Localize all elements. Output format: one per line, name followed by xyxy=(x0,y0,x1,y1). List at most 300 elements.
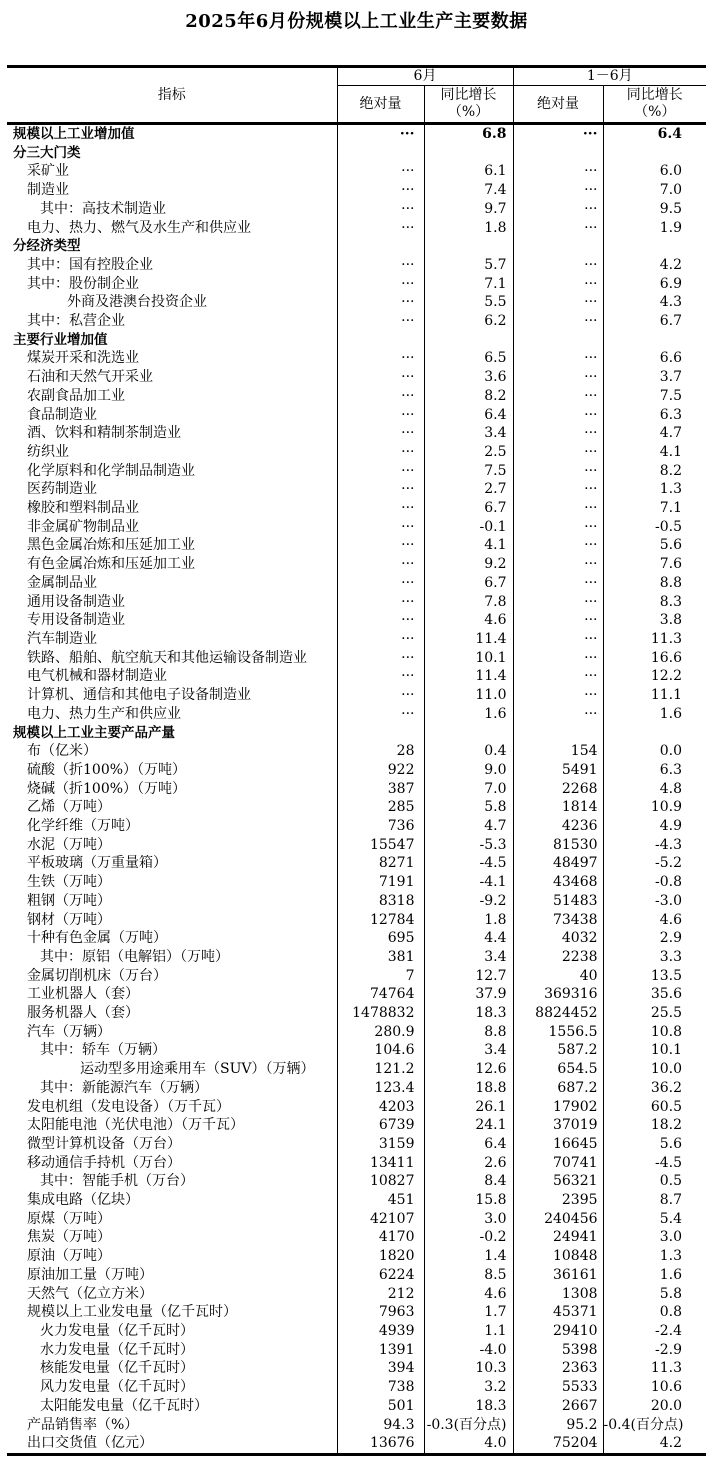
row-label: 黑色金属冶炼和压延加工业 xyxy=(27,537,195,554)
cell-value: 8824452 xyxy=(513,1004,603,1023)
cell-value: -0.5 xyxy=(603,518,706,537)
table-row xyxy=(7,780,706,799)
cell-value: ··· xyxy=(513,162,603,181)
cell-value: 7.6 xyxy=(603,555,706,574)
cell-value: ··· xyxy=(513,424,603,443)
cell-value: 60.5 xyxy=(603,1098,706,1117)
cell-value: -0.3(百分点) xyxy=(424,1416,513,1435)
cell-value: 24941 xyxy=(513,1228,603,1247)
table-row xyxy=(7,1116,706,1135)
cell-value: 37.9 xyxy=(424,985,513,1004)
table-row xyxy=(7,387,706,406)
cell-value: 1.3 xyxy=(603,1247,706,1266)
row-label: 橡胶和塑料制品业 xyxy=(27,500,139,517)
cell-value: 5491 xyxy=(513,761,603,780)
row-label: 水力发电量（亿千瓦时） xyxy=(40,1341,194,1358)
cell-value: 9.2 xyxy=(424,555,513,574)
cell-value: 5.6 xyxy=(603,1135,706,1154)
cell-value: 8.8 xyxy=(424,1023,513,1042)
cell-value: ··· xyxy=(513,649,603,668)
row-label: 规模以上工业增加值 xyxy=(13,126,135,142)
cell-value: 7.4 xyxy=(424,181,513,200)
row-label: 服务机器人（套） xyxy=(27,1005,139,1022)
cell-value: ··· xyxy=(513,462,603,481)
cell-value: 2.6 xyxy=(424,1154,513,1173)
row-label: 纺织业 xyxy=(27,443,69,460)
cell-value: ··· xyxy=(337,443,424,462)
cell-value: 369316 xyxy=(513,985,603,1004)
cell-value: 6.6 xyxy=(603,349,706,368)
table-row xyxy=(7,1135,706,1154)
table-row xyxy=(7,761,706,780)
cell-value xyxy=(337,144,424,163)
cell-value xyxy=(603,237,706,256)
cell-value: 654.5 xyxy=(513,1060,603,1079)
cell-value: 7.5 xyxy=(424,462,513,481)
table-row xyxy=(7,724,706,743)
cell-value: 26.1 xyxy=(424,1098,513,1117)
cell-value: ··· xyxy=(337,574,424,593)
table-row xyxy=(7,1228,706,1247)
row-label: 其中：智能手机（万台） xyxy=(40,1173,194,1190)
cell-value: 2363 xyxy=(513,1359,603,1378)
row-label: 钢材（万吨） xyxy=(27,911,111,928)
cell-value: 587.2 xyxy=(513,1041,603,1060)
table-row xyxy=(7,181,706,200)
col-header-absolute-june xyxy=(337,86,424,124)
cell-value: 2667 xyxy=(513,1397,603,1416)
cell-value: 6.8 xyxy=(424,124,513,144)
row-label: 运动型多用途乘用车（SUV）（万辆） xyxy=(80,1061,315,1078)
cell-value: ··· xyxy=(513,705,603,724)
col-header-june: 6月 xyxy=(337,67,513,86)
cell-value: 6.9 xyxy=(603,275,706,294)
cell-value: 4.6 xyxy=(603,911,706,930)
cell-value: 4.0 xyxy=(424,1434,513,1454)
table-row xyxy=(7,836,706,855)
row-label: 其中：新能源汽车（万辆） xyxy=(40,1079,208,1096)
table-row xyxy=(7,1154,706,1173)
table-row xyxy=(7,518,706,537)
cell-value: 1.3 xyxy=(603,480,706,499)
table-row xyxy=(7,611,706,630)
cell-value: 1.1 xyxy=(424,1322,513,1341)
cell-value: 6739 xyxy=(337,1116,424,1135)
table-row xyxy=(7,892,706,911)
table-row xyxy=(7,574,706,593)
cell-value: 123.4 xyxy=(337,1079,424,1098)
cell-value: 0.8 xyxy=(603,1303,706,1322)
cell-value: 4.6 xyxy=(424,611,513,630)
yoy-label-line2: （%） xyxy=(447,104,490,120)
yoy-label-line1: 同比增长 xyxy=(626,87,683,103)
cell-value: ··· xyxy=(513,312,603,331)
row-label: 发电机组（发电设备）（万千瓦） xyxy=(27,1098,230,1115)
cell-value: ··· xyxy=(337,293,424,312)
row-label: 其中：股份制企业 xyxy=(27,275,139,292)
cell-value: 10848 xyxy=(513,1247,603,1266)
cell-value: 15547 xyxy=(337,836,424,855)
cell-value: -5.2 xyxy=(603,854,706,873)
cell-value: -5.3 xyxy=(424,836,513,855)
cell-value: ··· xyxy=(513,518,603,537)
cell-value: 4.7 xyxy=(424,817,513,836)
table-row xyxy=(7,499,706,518)
table-row xyxy=(7,443,706,462)
row-label: 汽车制造业 xyxy=(27,630,97,647)
cell-value: 381 xyxy=(337,948,424,967)
cell-value: 387 xyxy=(337,780,424,799)
table-row xyxy=(7,1378,706,1397)
table-row xyxy=(7,1322,706,1341)
cell-value: 5.6 xyxy=(603,536,706,555)
cell-value: ··· xyxy=(337,705,424,724)
cell-value: 2268 xyxy=(513,780,603,799)
cell-value: -4.5 xyxy=(603,1154,706,1173)
cell-value: -4.3 xyxy=(603,836,706,855)
cell-value: ··· xyxy=(513,499,603,518)
cell-value: 1.7 xyxy=(424,1303,513,1322)
cell-value: 81530 xyxy=(513,836,603,855)
row-label: 农副食品加工业 xyxy=(27,387,125,404)
table-row xyxy=(7,200,706,219)
cell-value: 1820 xyxy=(337,1247,424,1266)
absolute-label: 绝对量 xyxy=(359,95,402,112)
cell-value: 687.2 xyxy=(513,1079,603,1098)
row-label: 产品销售率（%） xyxy=(27,1416,139,1433)
cell-value: 1.4 xyxy=(424,1247,513,1266)
row-label: 出口交货值（亿元） xyxy=(27,1435,153,1452)
table-row xyxy=(7,686,706,705)
cell-value: 104.6 xyxy=(337,1041,424,1060)
cell-value: 3.4 xyxy=(424,948,513,967)
table-row xyxy=(7,462,706,481)
cell-value: 11.3 xyxy=(603,630,706,649)
cell-value: 4.6 xyxy=(424,1285,513,1304)
table-row xyxy=(7,162,706,181)
table-row xyxy=(7,593,706,612)
cell-value: 9.7 xyxy=(424,200,513,219)
row-label: 酒、饮料和精制茶制造业 xyxy=(27,425,181,442)
table-row xyxy=(7,742,706,761)
row-label: 外商及港澳台投资企业 xyxy=(67,294,207,311)
cell-value: 4236 xyxy=(513,817,603,836)
cell-value: ··· xyxy=(337,611,424,630)
cell-value xyxy=(513,331,603,350)
table-row xyxy=(7,649,706,668)
cell-value: 6.4 xyxy=(424,1135,513,1154)
cell-value: 10.1 xyxy=(603,1041,706,1060)
cell-value: 4.2 xyxy=(603,1434,706,1454)
page-title: 2025年6月份规模以上工业生产主要数据 xyxy=(185,11,528,32)
cell-value xyxy=(337,331,424,350)
cell-value: 10.0 xyxy=(603,1060,706,1079)
row-label: 化学原料和化学制品制造业 xyxy=(27,462,195,479)
cell-value: 3.3 xyxy=(603,948,706,967)
cell-value: 18.3 xyxy=(424,1004,513,1023)
cell-value: ··· xyxy=(337,200,424,219)
cell-value: -0.2 xyxy=(424,1228,513,1247)
row-label: 风力发电量（亿千瓦时） xyxy=(40,1379,194,1396)
cell-value: 451 xyxy=(337,1191,424,1210)
cell-value: ··· xyxy=(513,593,603,612)
cell-value: 6224 xyxy=(337,1266,424,1285)
cell-value: -2.4 xyxy=(603,1322,706,1341)
row-label: 其中：高技术制造业 xyxy=(40,200,166,217)
cell-value: 36.2 xyxy=(603,1079,706,1098)
cell-value: ··· xyxy=(513,200,603,219)
row-label: 水泥（万吨） xyxy=(27,836,111,853)
cell-value: 4032 xyxy=(513,929,603,948)
cell-value: 37019 xyxy=(513,1116,603,1135)
cell-value xyxy=(337,724,424,743)
cell-value xyxy=(424,144,513,163)
row-label: 食品制造业 xyxy=(27,406,97,423)
row-label: 电气机械和器材制造业 xyxy=(27,668,167,685)
cell-value: 1391 xyxy=(337,1341,424,1360)
absolute-label: 绝对量 xyxy=(537,95,580,112)
cell-value: 7963 xyxy=(337,1303,424,1322)
cell-value: 56321 xyxy=(513,1172,603,1191)
row-label: 非金属矿物制品业 xyxy=(27,518,139,535)
table-row xyxy=(7,1434,706,1454)
row-label: 有色金属冶炼和压延加工业 xyxy=(27,556,195,573)
cell-value: 3.4 xyxy=(424,424,513,443)
cell-value: 18.2 xyxy=(603,1116,706,1135)
cell-value: 2395 xyxy=(513,1191,603,1210)
cell-value: 2.7 xyxy=(424,480,513,499)
row-label: 核能发电量（亿千瓦时） xyxy=(40,1360,194,1377)
col-header-indicator: 指标 xyxy=(7,67,337,124)
cell-value: 35.6 xyxy=(603,985,706,1004)
cell-value: 15.8 xyxy=(424,1191,513,1210)
cell-value: 36161 xyxy=(513,1266,603,1285)
cell-value: 6.7 xyxy=(603,312,706,331)
cell-value: 16.6 xyxy=(603,649,706,668)
row-label: 金属切削机床（万台） xyxy=(27,967,167,984)
row-label: 原煤（万吨） xyxy=(27,1210,111,1227)
cell-value: 6.0 xyxy=(603,162,706,181)
cell-value: 1478832 xyxy=(337,1004,424,1023)
row-label: 硫酸（折100%）（万吨） xyxy=(27,761,187,778)
cell-value: 70741 xyxy=(513,1154,603,1173)
cell-value: ··· xyxy=(337,349,424,368)
cell-value: ··· xyxy=(337,256,424,275)
table-row xyxy=(7,256,706,275)
cell-value: -0.4(百分点) xyxy=(603,1416,706,1435)
table-row xyxy=(7,144,706,163)
cell-value: 10.6 xyxy=(603,1378,706,1397)
row-label: 粗钢（万吨） xyxy=(27,892,111,909)
cell-value: 9.5 xyxy=(603,200,706,219)
cell-value: 8.8 xyxy=(603,574,706,593)
cell-value: 4.1 xyxy=(424,536,513,555)
row-label: 太阳能电池（光伏电池）（万千瓦） xyxy=(27,1117,244,1134)
cell-value: ··· xyxy=(513,275,603,294)
table-row xyxy=(7,555,706,574)
cell-value: 5.7 xyxy=(424,256,513,275)
row-label: 其中：国有控股企业 xyxy=(27,256,153,273)
cell-value: 285 xyxy=(337,798,424,817)
cell-value: 10.3 xyxy=(424,1359,513,1378)
cell-value: 240456 xyxy=(513,1210,603,1229)
table-row xyxy=(7,1303,706,1322)
cell-value: 1814 xyxy=(513,798,603,817)
table-row xyxy=(7,1247,706,1266)
cell-value: ··· xyxy=(513,555,603,574)
table-row xyxy=(7,1079,706,1098)
cell-value: ··· xyxy=(513,630,603,649)
row-label: 电力、热力生产和供应业 xyxy=(27,705,181,722)
col-header-jan-june: 1－6月 xyxy=(513,67,706,86)
cell-value: ··· xyxy=(337,555,424,574)
row-label: 集成电路（亿块） xyxy=(27,1192,139,1209)
table-row xyxy=(7,667,706,686)
cell-value: -4.1 xyxy=(424,873,513,892)
row-label: 分经济类型 xyxy=(13,238,81,255)
cell-value: 45371 xyxy=(513,1303,603,1322)
cell-value: ··· xyxy=(513,219,603,238)
row-label: 平板玻璃（万重量箱） xyxy=(27,855,167,872)
row-label: 金属制品业 xyxy=(27,574,97,591)
cell-value: ··· xyxy=(337,219,424,238)
header-row-periods xyxy=(7,67,706,86)
cell-value: ··· xyxy=(337,462,424,481)
cell-value: 13.5 xyxy=(603,967,706,986)
cell-value: 18.8 xyxy=(424,1079,513,1098)
cell-value: 17902 xyxy=(513,1098,603,1117)
cell-value: -3.0 xyxy=(603,892,706,911)
table-row xyxy=(7,312,706,331)
table-row xyxy=(7,1359,706,1378)
table-row xyxy=(7,424,706,443)
cell-value: 43468 xyxy=(513,873,603,892)
cell-value: 8318 xyxy=(337,892,424,911)
table-row xyxy=(7,1172,706,1191)
cell-value: 2238 xyxy=(513,948,603,967)
cell-value: 6.7 xyxy=(424,574,513,593)
row-label: 十种有色金属（万吨） xyxy=(27,930,167,947)
table-row xyxy=(7,985,706,1004)
cell-value: 11.1 xyxy=(603,686,706,705)
table-row xyxy=(7,705,706,724)
cell-value: 7.0 xyxy=(603,181,706,200)
cell-value: 6.5 xyxy=(424,349,513,368)
row-label: 煤炭开采和洗选业 xyxy=(27,350,139,367)
cell-value: 94.3 xyxy=(337,1416,424,1435)
cell-value: 7.8 xyxy=(424,593,513,612)
cell-value: 501 xyxy=(337,1397,424,1416)
cell-value: -9.2 xyxy=(424,892,513,911)
cell-value: 7.1 xyxy=(424,275,513,294)
row-label: 天然气（亿立方米） xyxy=(27,1285,153,1302)
cell-value: 8.2 xyxy=(424,387,513,406)
cell-value: 12.7 xyxy=(424,967,513,986)
row-label: 采矿业 xyxy=(27,163,69,180)
table-row xyxy=(7,349,706,368)
cell-value: 5.4 xyxy=(603,1210,706,1229)
row-label: 微型计算机设备（万台） xyxy=(27,1135,181,1152)
cell-value xyxy=(424,724,513,743)
cell-value: ··· xyxy=(337,649,424,668)
cell-value: ··· xyxy=(337,406,424,425)
cell-value: 2.9 xyxy=(603,929,706,948)
row-label: 火力发电量（亿千瓦时） xyxy=(40,1323,194,1339)
cell-value: 6.4 xyxy=(603,124,706,144)
row-label: 乙烯（万吨） xyxy=(27,799,111,816)
cell-value: ··· xyxy=(513,686,603,705)
cell-value xyxy=(513,724,603,743)
row-label: 汽车（万辆） xyxy=(27,1023,111,1040)
cell-value: 4.3 xyxy=(603,293,706,312)
cell-value: 73438 xyxy=(513,911,603,930)
row-label: 工业机器人（套） xyxy=(27,986,139,1003)
cell-value: 1.6 xyxy=(603,705,706,724)
cell-value: ··· xyxy=(513,368,603,387)
cell-value: ··· xyxy=(513,667,603,686)
cell-value: 13411 xyxy=(337,1154,424,1173)
row-label: 其中：轿车（万辆） xyxy=(40,1042,166,1059)
cell-value: 11.0 xyxy=(424,686,513,705)
cell-value: 4939 xyxy=(337,1322,424,1341)
table-row xyxy=(7,1341,706,1360)
cell-value: ··· xyxy=(513,293,603,312)
cell-value: 48497 xyxy=(513,854,603,873)
cell-value: 12.6 xyxy=(424,1060,513,1079)
table-row xyxy=(7,929,706,948)
row-label: 计算机、通信和其他电子设备制造业 xyxy=(27,687,251,704)
cell-value: -2.9 xyxy=(603,1341,706,1360)
cell-value: 7.1 xyxy=(603,499,706,518)
row-label: 通用设备制造业 xyxy=(27,593,125,610)
table-row xyxy=(7,1023,706,1042)
cell-value: 5.8 xyxy=(603,1285,706,1304)
table-row xyxy=(7,798,706,817)
cell-value: 1.6 xyxy=(603,1266,706,1285)
cell-value: 10.8 xyxy=(603,1023,706,1042)
row-label: 电力、热力、燃气及水生产和供应业 xyxy=(27,219,251,236)
table-row xyxy=(7,817,706,836)
cell-value: 738 xyxy=(337,1378,424,1397)
table-row xyxy=(7,219,706,238)
row-label: 石油和天然气开采业 xyxy=(27,369,153,386)
row-label: 分三大门类 xyxy=(13,144,81,161)
cell-value: 1308 xyxy=(513,1285,603,1304)
cell-value: 2.5 xyxy=(424,443,513,462)
row-label: 专用设备制造业 xyxy=(27,612,125,629)
table-row xyxy=(7,1397,706,1416)
row-label: 焦炭（万吨） xyxy=(27,1229,111,1246)
cell-value: 4203 xyxy=(337,1098,424,1117)
cell-value: 154 xyxy=(513,742,603,761)
table-row xyxy=(7,873,706,892)
cell-value: 3.6 xyxy=(424,368,513,387)
table-row xyxy=(7,1416,706,1435)
cell-value: 4170 xyxy=(337,1228,424,1247)
cell-value: 3.0 xyxy=(424,1210,513,1229)
row-label: 化学纤维（万吨） xyxy=(27,818,139,835)
cell-value: 1.6 xyxy=(424,705,513,724)
cell-value: 10.9 xyxy=(603,798,706,817)
table-row xyxy=(7,630,706,649)
cell-value: 1556.5 xyxy=(513,1023,603,1042)
row-label: 主要行业增加值 xyxy=(13,331,108,348)
cell-value xyxy=(424,237,513,256)
row-label: 制造业 xyxy=(27,182,69,199)
cell-value: 18.3 xyxy=(424,1397,513,1416)
cell-value: 28 xyxy=(337,742,424,761)
cell-value: ··· xyxy=(337,387,424,406)
